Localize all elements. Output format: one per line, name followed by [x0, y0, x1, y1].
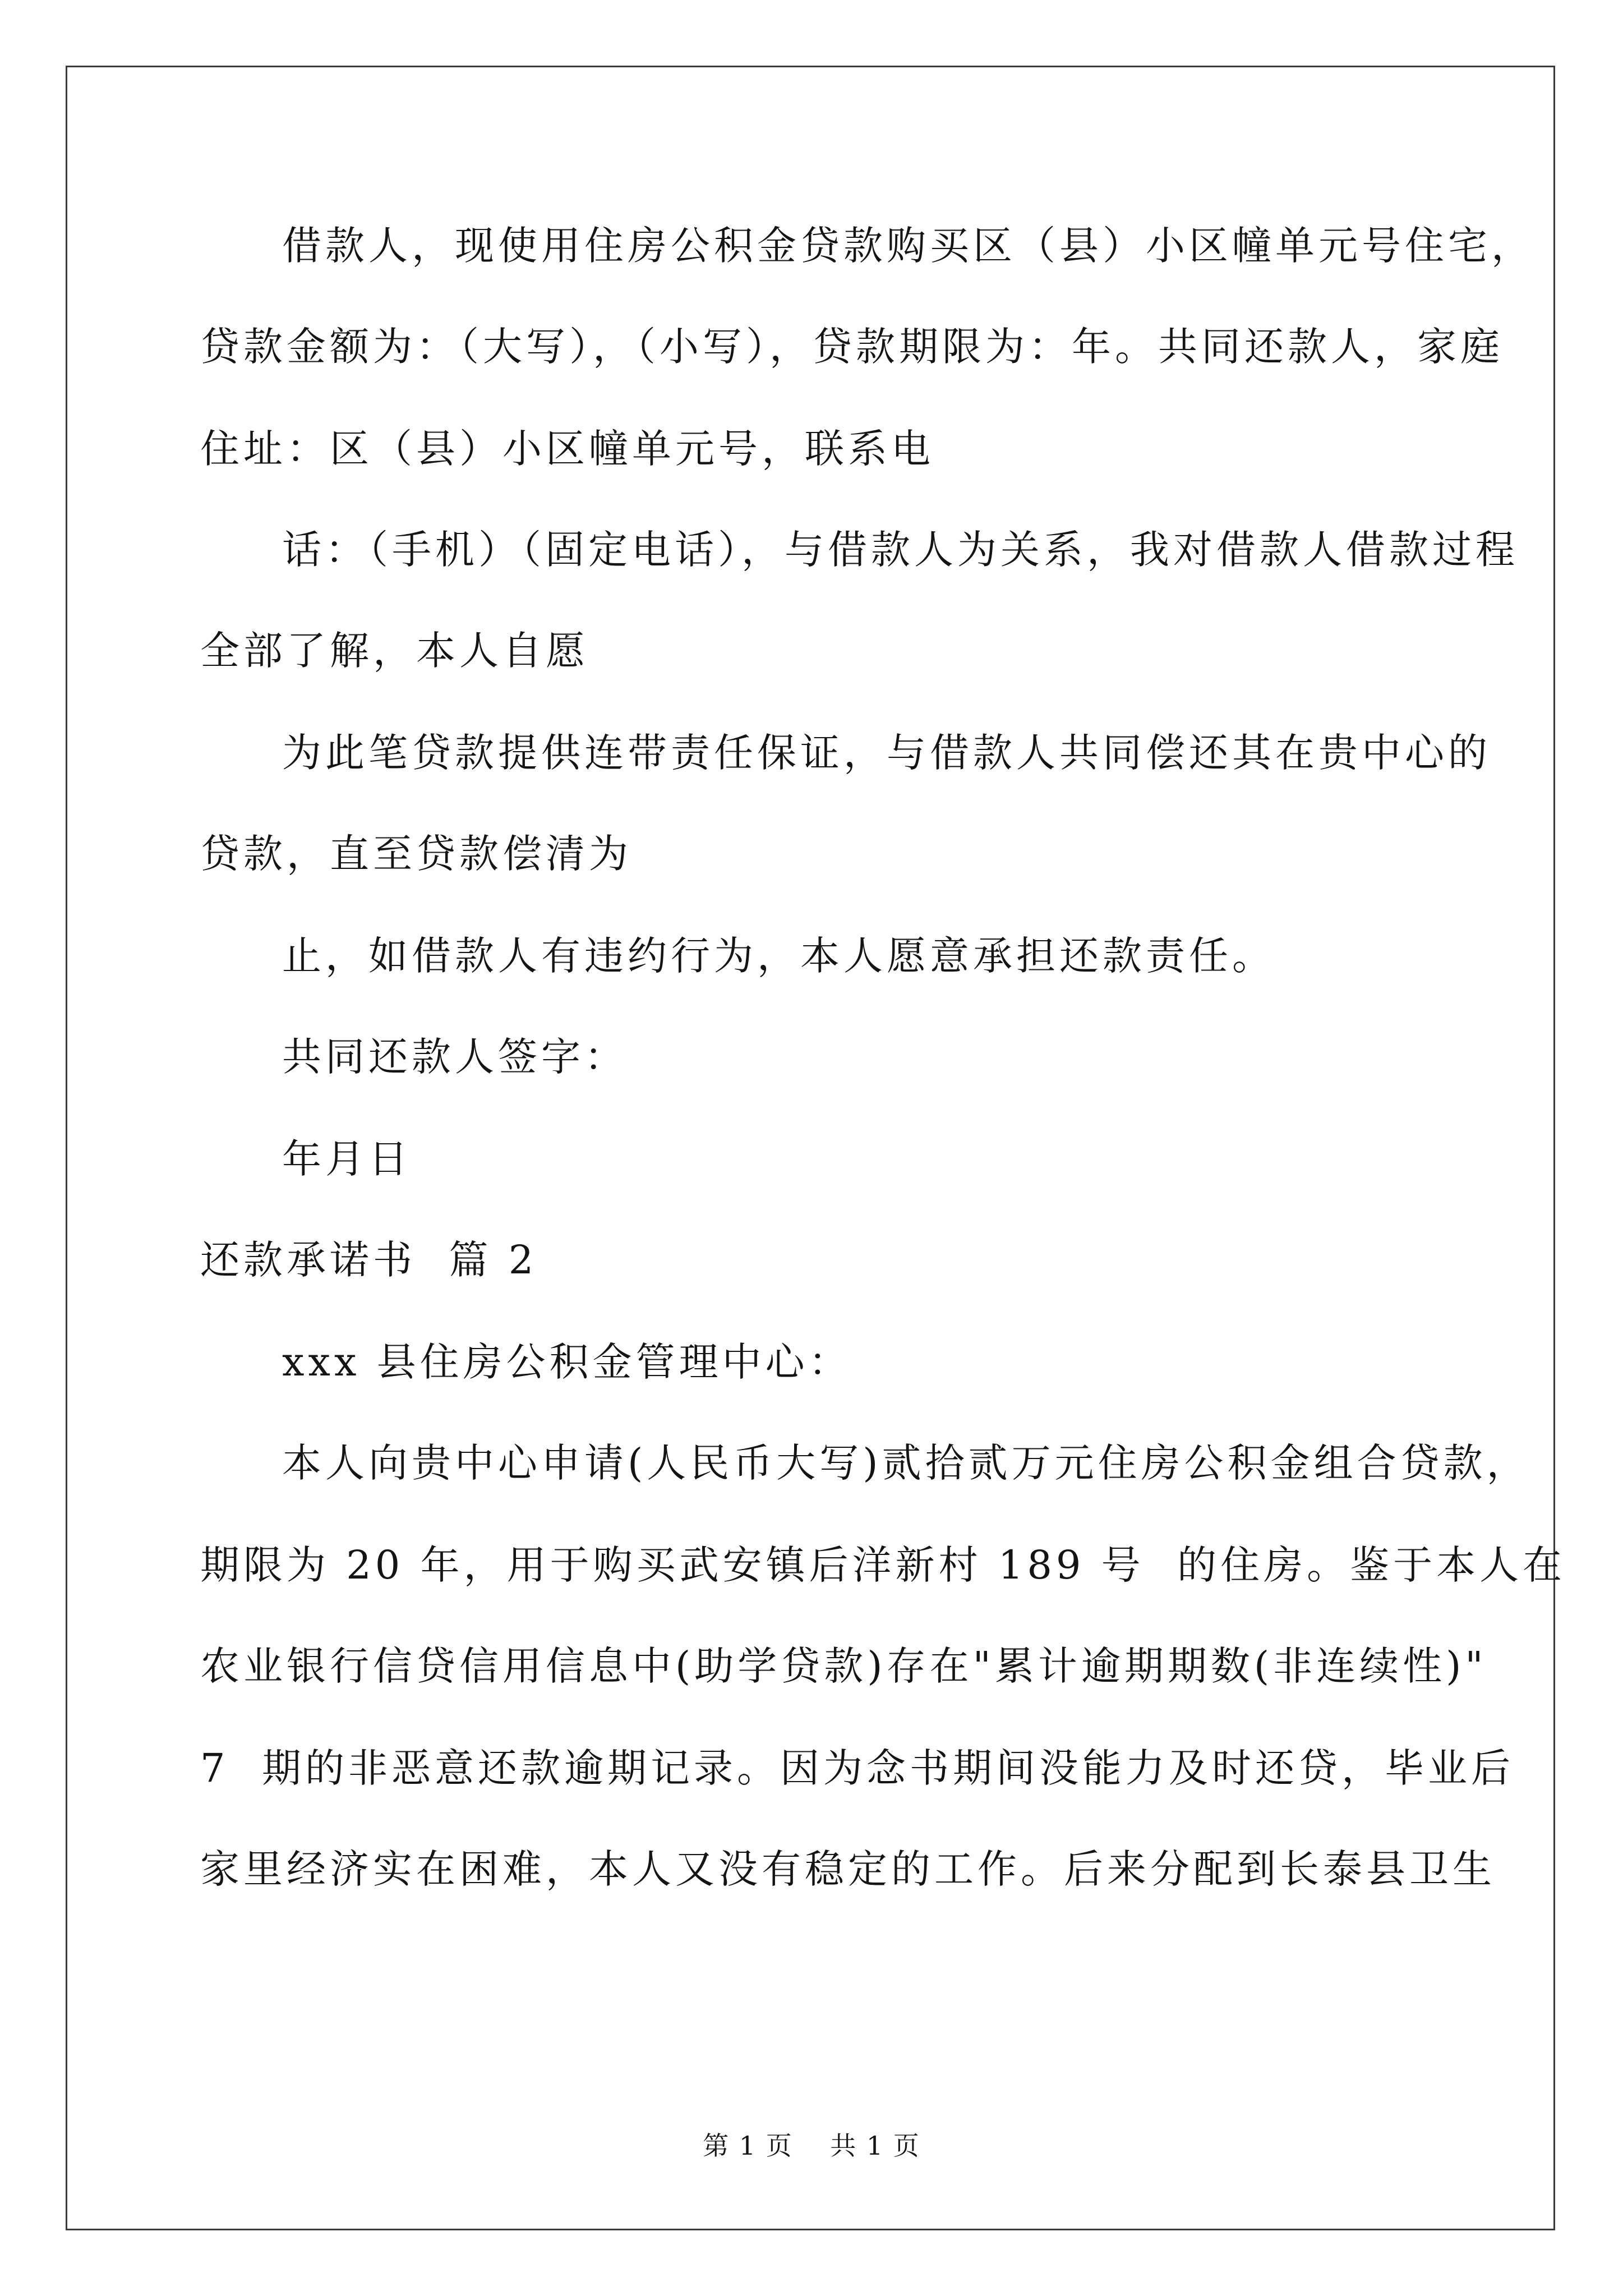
paragraph-line: 期限为 20 年，用于购买武安镇后洋新村 189 号 的住房。鉴于本人在	[200, 1542, 1566, 1588]
date-label: 年月日	[282, 1136, 412, 1182]
page-number-footer: 第 1 页 共 1 页	[703, 2131, 920, 2161]
paragraph-line: 全部了解，本人自愿	[200, 628, 589, 674]
paragraph-line: 7 期的非恶意还款逾期记录。因为念书期间没能力及时还贷，毕业后	[200, 1745, 1515, 1791]
paragraph-line: 话：（手机）（固定电话），与借款人为关系，我对借款人借款过程	[282, 527, 1519, 573]
paragraph-line: 止，如借款人有违约行为，本人愿意承担还款责任。	[282, 933, 1275, 979]
paragraph-line: 贷款，直至贷款偿清为	[200, 831, 632, 877]
paragraph-line: 农业银行信贷信用信息中(助学贷款)存在"累计逾期期数(非连续性)"	[200, 1643, 1487, 1689]
paragraph-line: 为此笔贷款提供连带责任保证，与借款人共同偿还其在贵中心的	[282, 730, 1491, 776]
paragraph-line: 住址：区（县）小区幢单元号，联系电	[200, 426, 934, 472]
paragraph-line: 借款人，现使用住房公积金贷款购买区（县）小区幢单元号住宅，	[282, 223, 1534, 269]
addressee: xxx 县住房公积金管理中心：	[282, 1339, 852, 1385]
signature-label: 共同还款人签字：	[282, 1034, 628, 1080]
paragraph-line: 本人向贵中心申请(人民币大写)贰拾贰万元住房公积金组合贷款，	[282, 1440, 1530, 1486]
section-heading: 还款承诺书 篇 2	[200, 1237, 538, 1283]
paragraph-line: 家里经济实在困难，本人又没有稳定的工作。后来分配到长泰县卫生	[200, 1846, 1496, 1892]
paragraph-line: 贷款金额为：（大写），（小写），贷款期限为：年。共同还款人，家庭	[200, 324, 1504, 370]
